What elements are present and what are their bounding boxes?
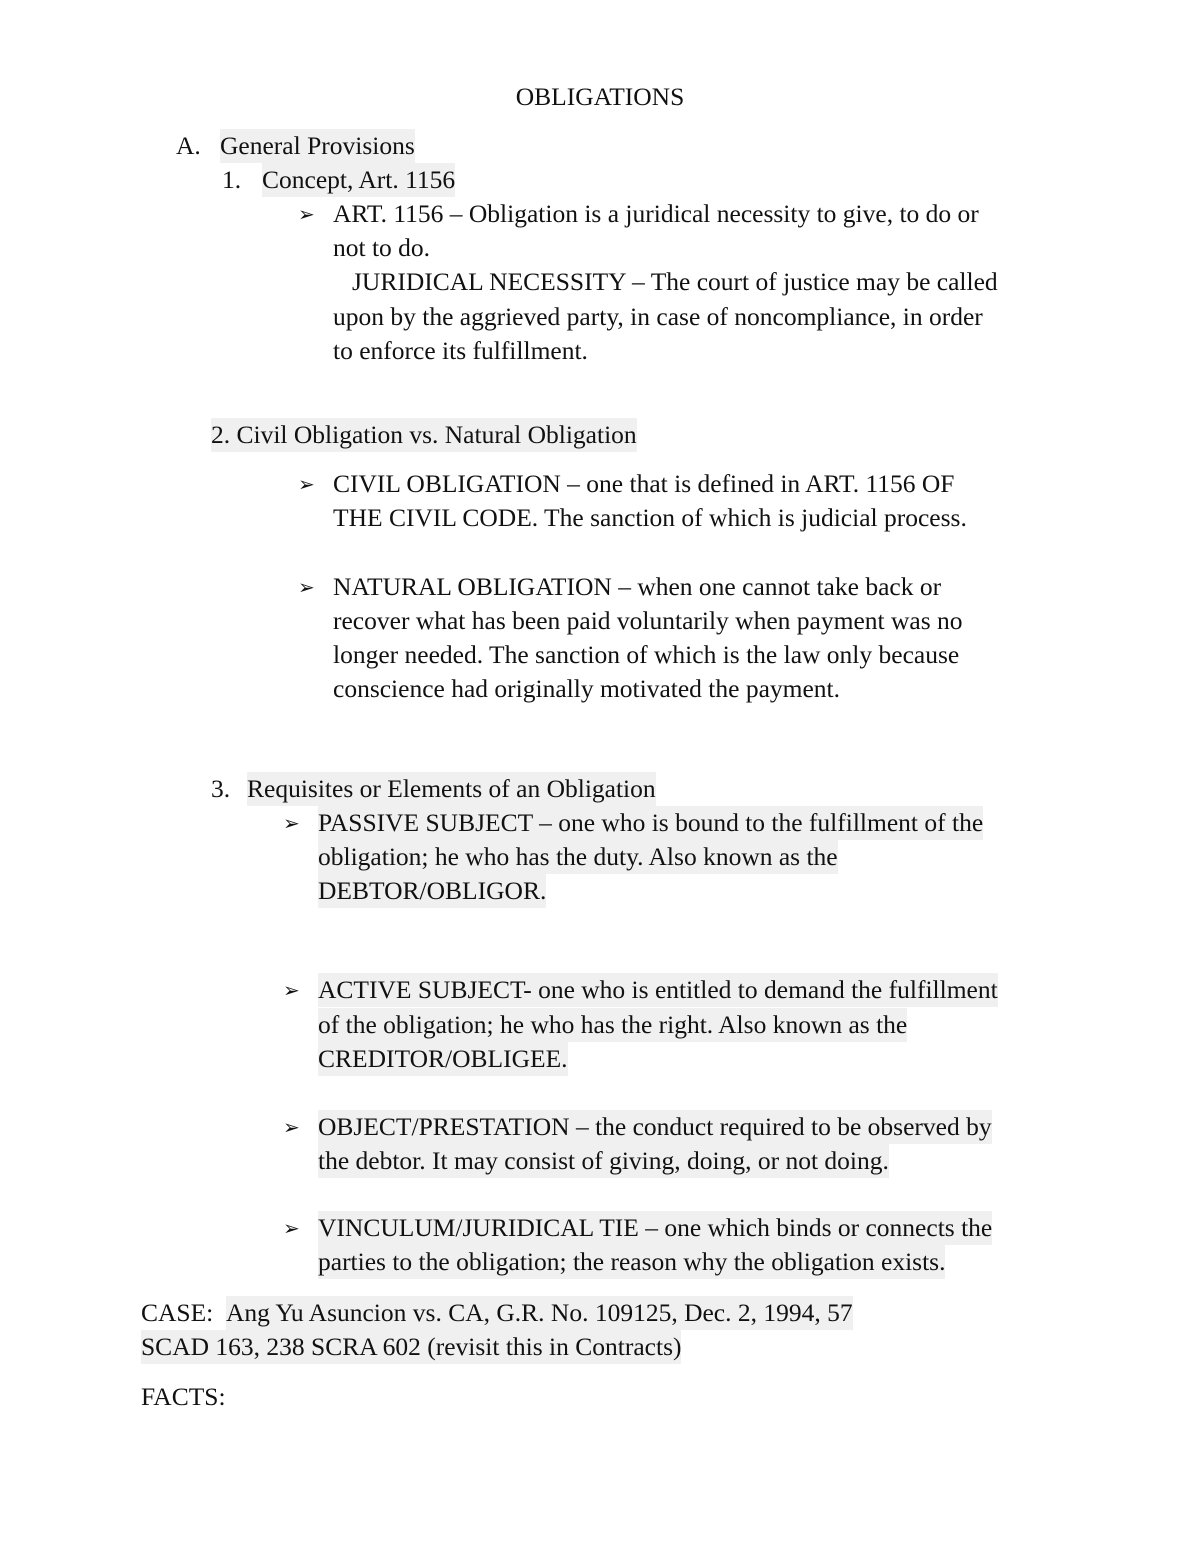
object-line-2: the debtor. It may consist of giving, doing, or not doing. — [318, 1144, 889, 1178]
vinculum-line-2: parties to the obligation; the reason why the obligation exists. — [318, 1245, 945, 1279]
item1-line-5: to enforce its fulfillment. — [333, 336, 588, 365]
bullet-arrow-icon: ➢ — [298, 575, 315, 599]
section-a-marker: A. — [176, 131, 201, 160]
bullet-arrow-icon: ➢ — [298, 472, 315, 496]
bullet-arrow-icon: ➢ — [298, 202, 315, 226]
passive-line-3: DEBTOR/OBLIGOR. — [318, 874, 546, 908]
item1-line-4: upon by the aggrieved party, in case of noncompliance, in order — [333, 302, 983, 331]
passive-line-1: PASSIVE SUBJECT – one who is bound to the fulfillment of the — [318, 806, 983, 840]
document-title: OBLIGATIONS — [515, 82, 685, 111]
bullet-arrow-icon: ➢ — [283, 1216, 300, 1240]
natural-line-4: conscience had originally motivated the payment. — [333, 674, 840, 703]
case-label: CASE: — [141, 1298, 214, 1327]
item1-heading: Concept, Art. 1156 — [262, 163, 455, 197]
item1-line-3: JURIDICAL NECESSITY – The court of justice may be called — [352, 267, 998, 296]
passive-line-2: obligation; he who has the duty. Also known as the — [318, 840, 838, 874]
item2-heading: 2. Civil Obligation vs. Natural Obligation — [211, 418, 637, 452]
civil-line-1: CIVIL OBLIGATION – one that is defined in ART. 1156 OF — [333, 469, 955, 498]
natural-line-1: NATURAL OBLIGATION – when one cannot take back or — [333, 572, 942, 601]
active-line-1: ACTIVE SUBJECT- one who is entitled to demand the fulfillment — [318, 973, 998, 1007]
bullet-arrow-icon: ➢ — [283, 978, 300, 1002]
bullet-arrow-icon: ➢ — [283, 1115, 300, 1139]
active-line-2: of the obligation; he who has the right. Also known as the — [318, 1008, 907, 1042]
item1-marker: 1. — [222, 165, 242, 194]
item1-line-2: not to do. — [333, 233, 431, 262]
item3-marker: 3. — [211, 774, 231, 803]
section-a-heading: General Provisions — [220, 129, 415, 163]
case-line-1: Ang Yu Asuncion vs. CA, G.R. No. 109125, Dec. 2, 1994, 57 — [226, 1296, 853, 1330]
case-line-2: SCAD 163, 238 SCRA 602 (revisit this in Contracts) — [141, 1330, 681, 1364]
civil-line-2: THE CIVIL CODE. The sanction of which is judicial process. — [333, 503, 967, 532]
object-line-1: OBJECT/PRESTATION – the conduct required to be observed by — [318, 1110, 992, 1144]
item1-line-1: ART. 1156 – Obligation is a juridical necessity to give, to do or — [333, 199, 979, 228]
item3-heading: Requisites or Elements of an Obligation — [247, 772, 656, 806]
vinculum-line-1: VINCULUM/JURIDICAL TIE – one which binds or connects the — [318, 1211, 992, 1245]
facts-label: FACTS: — [141, 1382, 226, 1411]
active-line-3: CREDITOR/OBLIGEE. — [318, 1042, 568, 1076]
bullet-arrow-icon: ➢ — [283, 811, 300, 835]
natural-line-2: recover what has been paid voluntarily when payment was no — [333, 606, 963, 635]
natural-line-3: longer needed. The sanction of which is the law only because — [333, 640, 960, 669]
